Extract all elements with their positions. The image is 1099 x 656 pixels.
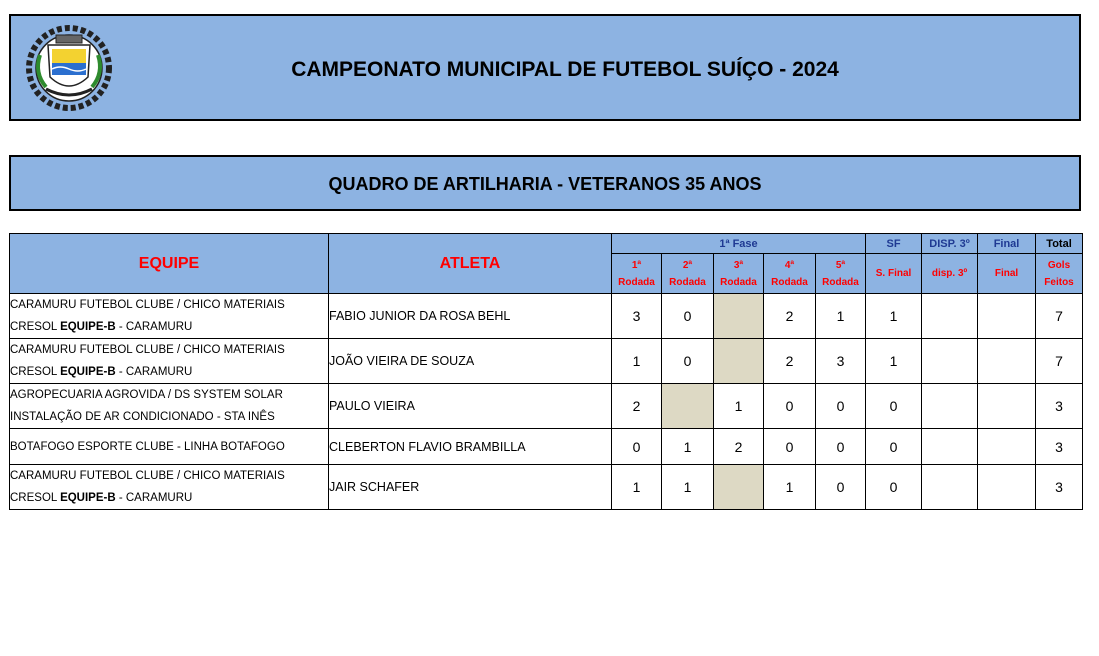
total-cell: 3 [1036,465,1083,510]
round-1-number: 1ª [631,259,642,271]
final-sub-header: Final [978,254,1036,294]
total-header: Total [1036,234,1083,254]
team-cell [10,294,329,339]
athlete-cell: JAIR SCHAFER [329,465,612,510]
table-row [10,339,1083,384]
round-1-cell: 1 [612,339,662,384]
third-place-cell [922,339,978,384]
semi-final-header: S. Final [866,254,922,294]
round-3-cell: 1 [714,384,764,429]
final-cell [978,384,1036,429]
round-5-header [816,254,866,294]
round-3-number: 3ª [733,259,744,271]
round-1-header [612,254,662,294]
team-line-2: CRESOL [10,492,61,504]
round-2-label: Rodada [669,276,706,288]
team-line-1: CARAMURU FUTEBOL CLUBE / CHICO MATERIAIS [10,470,285,482]
team-line-1: CARAMURU FUTEBOL CLUBE / CHICO MATERIAIS [10,299,285,311]
final-cell [978,339,1036,384]
team-line-2-end: - CARAMURU [115,492,193,504]
third-place-cell [922,294,978,339]
scorers-table [9,233,1083,510]
round-1-cell: 0 [612,429,662,465]
round-3-cell [714,294,764,339]
goals-label: Gols [1047,259,1071,271]
total-cell: 7 [1036,339,1083,384]
round-3-cell [714,339,764,384]
round-4-cell: 0 [764,384,816,429]
round-3-label: Rodada [720,276,757,288]
team-cell [10,384,329,429]
round-2-cell: 0 [662,339,714,384]
round-4-label: Rodada [771,276,808,288]
table-row [10,294,1083,339]
goals-header [1036,254,1083,294]
round-3-header [714,254,764,294]
third-place-cell [922,384,978,429]
total-cell: 7 [1036,294,1083,339]
final-header: Final [978,234,1036,254]
athlete-header: ATLETA [329,234,612,294]
round-4-cell: 2 [764,294,816,339]
table-row [10,429,1083,465]
team-cell [10,339,329,384]
round-1-cell: 1 [612,465,662,510]
third-place-header: disp. 3º [922,254,978,294]
sf-header: SF [866,234,922,254]
phase1-header: 1ª Fase [612,234,866,254]
third-place-cell [922,465,978,510]
round-3-cell: 2 [714,429,764,465]
title-banner [9,14,1081,121]
round-2-cell: 1 [662,465,714,510]
round-5-cell: 1 [816,294,866,339]
round-2-cell: 1 [662,429,714,465]
semi-final-cell: 1 [866,294,922,339]
section-title: QUADRO DE ARTILHARIA - VETERANOS 35 ANOS [328,174,762,194]
subtitle-banner [9,155,1081,211]
athlete-cell: CLEBERTON FLAVIO BRAMBILLA [329,429,612,465]
team-header: EQUIPE [10,234,329,294]
table-row [10,384,1083,429]
final-cell [978,294,1036,339]
team-line-2: CRESOL [10,366,61,378]
page-title: CAMPEONATO MUNICIPAL DE FUTEBOL SUÍÇO - 2024 [291,58,839,81]
round-4-cell: 0 [764,429,816,465]
semi-final-cell: 0 [866,465,922,510]
team-line-2-end: - CARAMURU [115,321,193,333]
team-cell: BOTAFOGO ESPORTE CLUBE - LINHA BOTAFOGO [10,429,329,465]
team-line-1: AGROPECUARIA AGROVIDA / DS SYSTEM SOLAR [10,389,283,401]
athlete-cell: PAULO VIEIRA [329,384,612,429]
round-2-number: 2ª [682,259,693,271]
team-line-1: CARAMURU FUTEBOL CLUBE / CHICO MATERIAIS [10,344,285,356]
semi-final-cell: 1 [866,339,922,384]
round-2-cell: 0 [662,294,714,339]
round-5-cell: 0 [816,384,866,429]
team-line-2-end: - CARAMURU [115,366,193,378]
athlete-cell: FABIO JUNIOR DA ROSA BEHL [329,294,612,339]
round-5-label: Rodada [822,276,859,288]
total-cell: 3 [1036,384,1083,429]
team-line-2-bold: EQUIPE-B [60,321,116,333]
total-cell: 3 [1036,429,1083,465]
semi-final-cell: 0 [866,429,922,465]
team-line-2: INSTALAÇÃO DE AR CONDICIONADO - STA INÊS [10,411,275,423]
athlete-cell: JOÃO VIEIRA DE SOUZA [329,339,612,384]
round-3-cell [714,465,764,510]
round-2-header [662,254,714,294]
round-5-cell: 0 [816,465,866,510]
team-line-2-bold: EQUIPE-B [60,366,116,378]
round-5-cell: 3 [816,339,866,384]
round-4-cell: 2 [764,339,816,384]
third-place-cell [922,429,978,465]
header-row-top [10,234,1083,254]
team-line-2: CRESOL [10,321,61,333]
round-4-number: 4ª [784,259,795,271]
round-1-cell: 3 [612,294,662,339]
team-line-2-bold: EQUIPE-B [60,492,116,504]
final-cell [978,429,1036,465]
round-4-header [764,254,816,294]
round-2-cell [662,384,714,429]
round-1-label: Rodada [618,276,655,288]
table-row [10,465,1083,510]
round-5-cell: 0 [816,429,866,465]
round-4-cell: 1 [764,465,816,510]
round-1-cell: 2 [612,384,662,429]
disp-header: DISP. 3º [922,234,978,254]
final-cell [978,465,1036,510]
team-cell [10,465,329,510]
made-label: Feitos [1044,276,1074,288]
semi-final-cell: 0 [866,384,922,429]
round-5-number: 5ª [835,259,846,271]
